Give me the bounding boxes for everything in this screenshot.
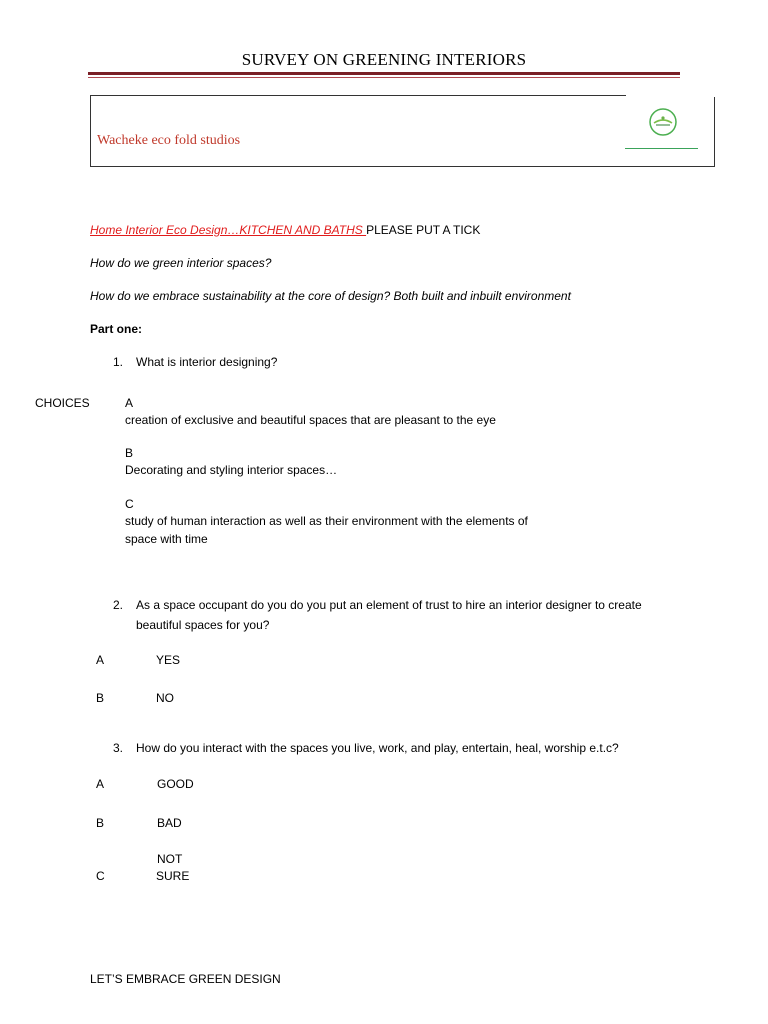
q1-option-c-letter[interactable]: C bbox=[125, 497, 134, 511]
part-label: Part one: bbox=[90, 322, 143, 336]
logo-underline bbox=[625, 148, 698, 149]
leaf-circle-logo-icon bbox=[647, 106, 679, 138]
q2-option-b-letter[interactable]: B bbox=[96, 691, 105, 705]
title-rule-thick bbox=[88, 72, 680, 75]
q3-option-b-text[interactable]: BAD bbox=[157, 816, 182, 830]
q2-option-b-text[interactable]: NO bbox=[156, 691, 174, 705]
section-heading bbox=[90, 222, 480, 238]
title-rule-thin bbox=[88, 77, 680, 78]
q1-option-b-text[interactable]: Decorating and styling interior spaces… bbox=[125, 463, 338, 477]
q1-number: 1. bbox=[113, 355, 124, 369]
studio-header-box bbox=[90, 95, 715, 167]
q2-text-1: As a space occupant do you do you put an element of trust to hire an interior designer to create bbox=[136, 598, 642, 612]
q3-text: How do you interact with the spaces you live, work, and play, entertain, heal, worship e.t.c? bbox=[136, 741, 619, 755]
q2-option-a-letter[interactable]: A bbox=[96, 653, 105, 667]
header-box-notch bbox=[626, 93, 716, 97]
studio-name: Wacheke eco fold studios bbox=[97, 133, 241, 148]
q1-option-a-letter[interactable]: A bbox=[125, 396, 134, 410]
q3-option-a-text[interactable]: GOOD bbox=[157, 777, 194, 791]
footer-slogan: LET’S EMBRACE GREEN DESIGN bbox=[90, 972, 281, 986]
q3-number: 3. bbox=[113, 741, 124, 755]
intro-line-1: How do we green interior spaces? bbox=[90, 256, 272, 270]
q1-option-c-text-1[interactable]: study of human interaction as well as their environment with the elements of bbox=[125, 514, 528, 528]
intro-line-2: How do we embrace sustainability at the core of design? Both built and inbuilt environment bbox=[90, 289, 571, 303]
section-heading-instruction: PLEASE PUT A TICK bbox=[366, 223, 481, 237]
q3-option-c-text-2[interactable]: SURE bbox=[156, 869, 190, 883]
q1-option-a-text[interactable]: creation of exclusive and beautiful spaces that are pleasant to the eye bbox=[125, 413, 496, 427]
choices-label: CHOICES bbox=[35, 396, 90, 410]
q2-number: 2. bbox=[113, 598, 124, 612]
section-heading-red: Home Interior Eco Design…KITCHEN AND BATHS bbox=[90, 223, 367, 237]
q3-option-a-letter[interactable]: A bbox=[96, 777, 105, 791]
page-title: SURVEY ON GREENING INTERIORS bbox=[241, 50, 527, 69]
q2-option-a-text[interactable]: YES bbox=[156, 653, 181, 667]
q1-text: What is interior designing? bbox=[136, 355, 278, 369]
q3-option-b-letter[interactable]: B bbox=[96, 816, 105, 830]
q1-option-c-text-2[interactable]: space with time bbox=[125, 532, 208, 546]
q2-text-2: beautiful spaces for you? bbox=[136, 618, 270, 632]
q1-option-b-letter[interactable]: B bbox=[125, 446, 134, 460]
q3-option-c-letter[interactable]: C bbox=[96, 869, 105, 883]
q3-option-c-text-1[interactable]: NOT bbox=[157, 852, 183, 866]
